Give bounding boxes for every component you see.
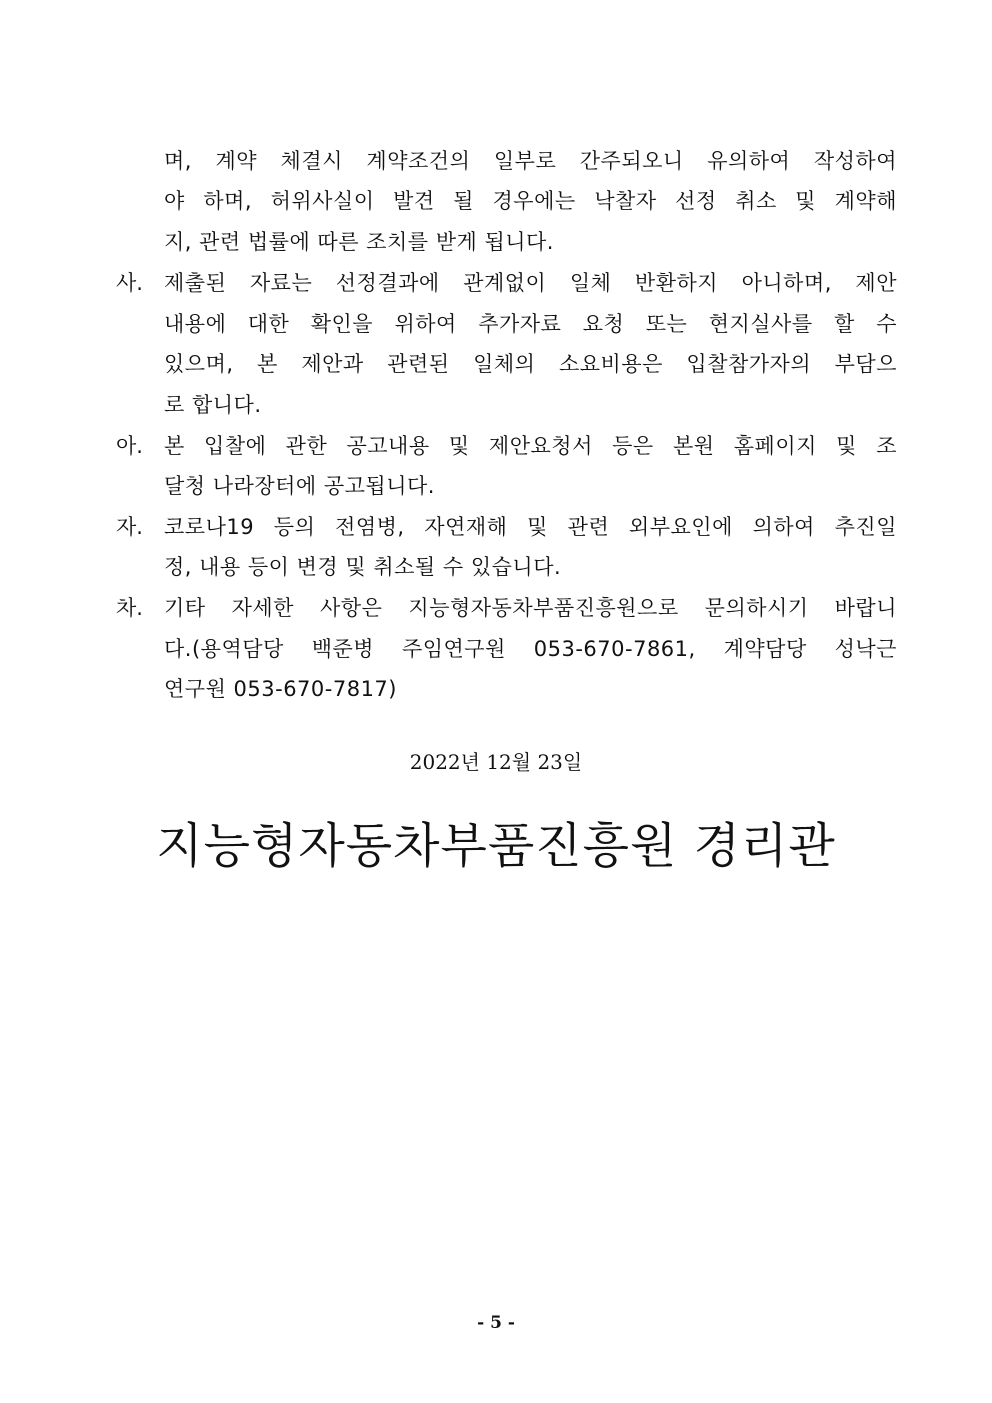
item-marker-sa: 사.	[116, 271, 143, 295]
item-ja-line-2: 정, 내용 등이 변경 및 취소될 수 있습니다.	[164, 555, 562, 579]
item-sa-line-2: 내용에 대한 확인을 위하여 추가자료 요청 또는 현지실사를 할 수	[164, 312, 897, 336]
item-cha-line-1: 기타 자세한 사항은 지능형자동차부품진흥원으로 문의하시기 바랍니	[164, 596, 897, 620]
item-ja-line-1: 코로나19 등의 전염병, 자연재해 및 관련 외부요인에 의하여 추진일	[164, 515, 897, 539]
item-cha-line-3: 연구원 053-670-7817)	[164, 677, 397, 701]
item-a-line-1: 본 입찰에 관한 공고내용 및 제안요청서 등은 본원 홈페이지 및 조	[164, 434, 897, 458]
item-sa-line-1: 제출된 자료는 선정결과에 관계없이 일체 반환하지 아니하며, 제안	[164, 271, 897, 295]
item-sa-line-3: 있으며, 본 제안과 관련된 일체의 소요비용은 입찰참가자의 부담으	[164, 352, 897, 376]
item-cha-line-2: 다.(용역담당 백준병 주임연구원 053-670-7861, 계약담당 성낙근	[164, 637, 897, 661]
item-marker-cha: 차.	[116, 596, 143, 620]
item-a-line-2: 달청 나라장터에 공고됩니다.	[164, 474, 435, 498]
document-date: 2022년 12월 23일	[409, 750, 583, 774]
continuation-line-1: 며, 계약 체결시 계약조건의 일부로 간주되오니 유의하여 작성하여	[164, 149, 897, 173]
continuation-line-3: 지, 관련 법률에 따른 조치를 받게 됩니다.	[164, 230, 554, 254]
issuer-name: 지능형자동차부품진흥원 경리관	[156, 818, 836, 874]
page-number: - 5 -	[477, 1313, 515, 1333]
item-sa-line-4: 로 합니다.	[164, 393, 262, 417]
item-marker-a: 아.	[116, 434, 143, 458]
continuation-line-2: 야 하며, 허위사실이 발견 될 경우에는 낙찰자 선정 취소 및 계약해	[164, 189, 897, 213]
item-marker-ja: 자.	[116, 515, 143, 539]
